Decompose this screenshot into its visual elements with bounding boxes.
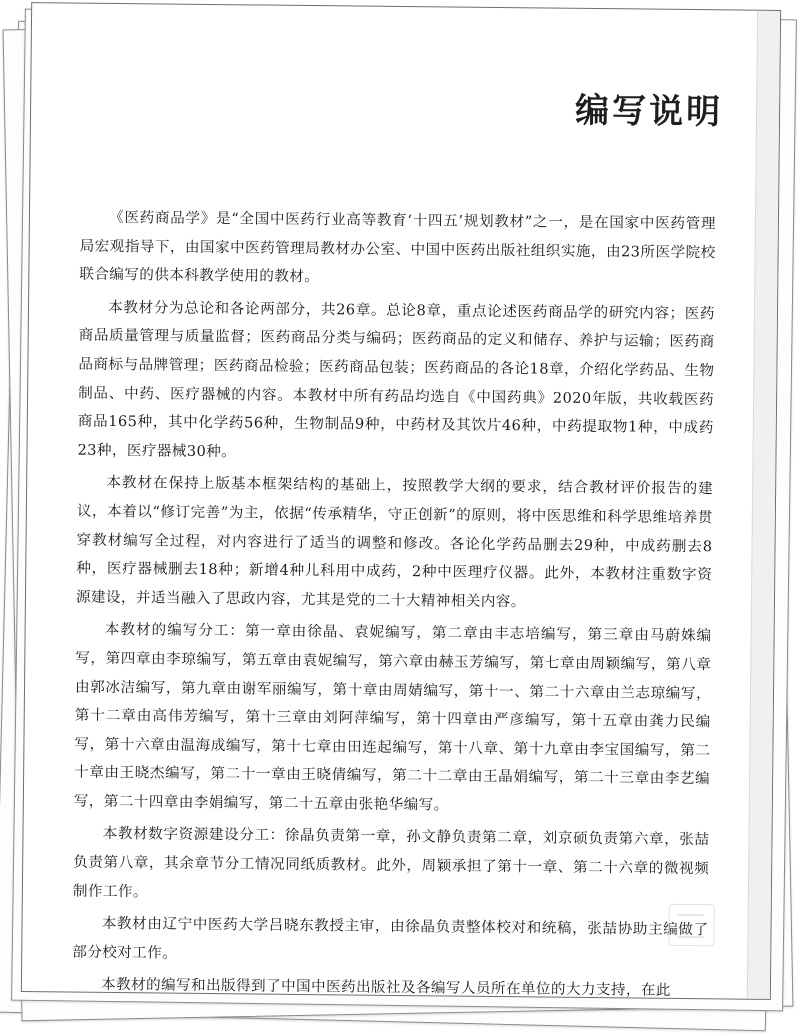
paragraph-intro: 《医药商品学》是“全国中医药行业高等教育‘十四五’规划教材”之一，是在国家中医药管理局宏观指导下，由国家中医药管理局教材办公室、中国中医药出版社组织实施，由23所医学院校联合编写的供本科教学使用的教材。	[79, 208, 717, 286]
paragraph-structure: 本教材分为总论和各论两部分，共26章。总论8章，重点论述医药商品学的研究内容；医药商品质量管理与质量监督；医药商品分类与编码；医药商品的定义和储存、养护与运输；医药商品商标与品牌管理；医药商品检验；医药商品包装；医药商品的各论18章，介绍化学药品、生物制品、中药、医疗器械的内容。本教材中所有药品均选自《中国药典》2020年版，共收载医药商品165种，其中化学药56种，生物制品9种，中药材及其饮片46种，中药提取物1种，中成药23种，医疗器械30种。	[77, 298, 716, 461]
paragraph-authors: 本教材的编写分工：第一章由徐晶、袁妮编写，第二章由丰志培编写，第三章由马蔚姝编写，第四章由李琼编写，第五章由袁妮编写，第六章由赫玉芳编写，第七章由周颖编写，第八章由郭冰洁编写，第九章由谢军丽编写，第十章由周婧编写，第十一、第二十六章由兰志琼编写，第十二章由高伟芳编写，第十三章由刘阿萍编写，第十四章由严彦编写，第十五章由龚力民编写，第十六章由温海成编写，第十七章由田连起编写，第十八章、第十九章由李宝国编写，第二十章由王晓杰编写，第二十一章由王晓倩编写，第二十二章由王晶娟编写，第二十三章由李艺编写，第二十四章由李娟编写，第二十五章由张艳华编写。	[73, 621, 712, 814]
document-page	[21, 2, 781, 1000]
paragraph-acknowledgement: 本教材的编写和出版得到了中国中医药出版社及各编写人员所在单位的大力支持，在此	[101, 976, 671, 1000]
faint-stamp-icon	[668, 904, 714, 946]
paragraph-review: 本教材由辽宁中医药大学吕晓东教授主审，由徐晶负责整体校对和统稿，张喆协助主编做了部分校对工作。	[72, 915, 709, 962]
page-title: 编写说明	[574, 90, 724, 133]
body-text	[72, 204, 716, 1000]
paragraph-revision: 本教材在保持上版基本框架结构的基础上，按照教学大纲的要求，结合教材评价报告的建议，本着以“修订完善”为主，依据“传承精华，守正创新”的原则，将中医思维和科学思维培养贯穿教材编写全过程，对内容进行了适当的调整和修改。各论化学药品删去29种，中成药删去8种，医疗器械删去18种；新增4种儿科用中成药，2种中医理疗仪器。此外，本教材注重数字资源建设，并适当融入了思政内容，尤其是党的二十大精神相关内容。	[75, 474, 714, 611]
paragraph-digital-resources: 本教材数字资源建设分工：徐晶负责第一章，孙文静负责第二章，刘京硕负责第六章，张喆负责第八章，其余章节分工情况同纸质教材。此外，周颖承担了第十一章、第二十六章的微视频制作工作。	[72, 825, 710, 901]
